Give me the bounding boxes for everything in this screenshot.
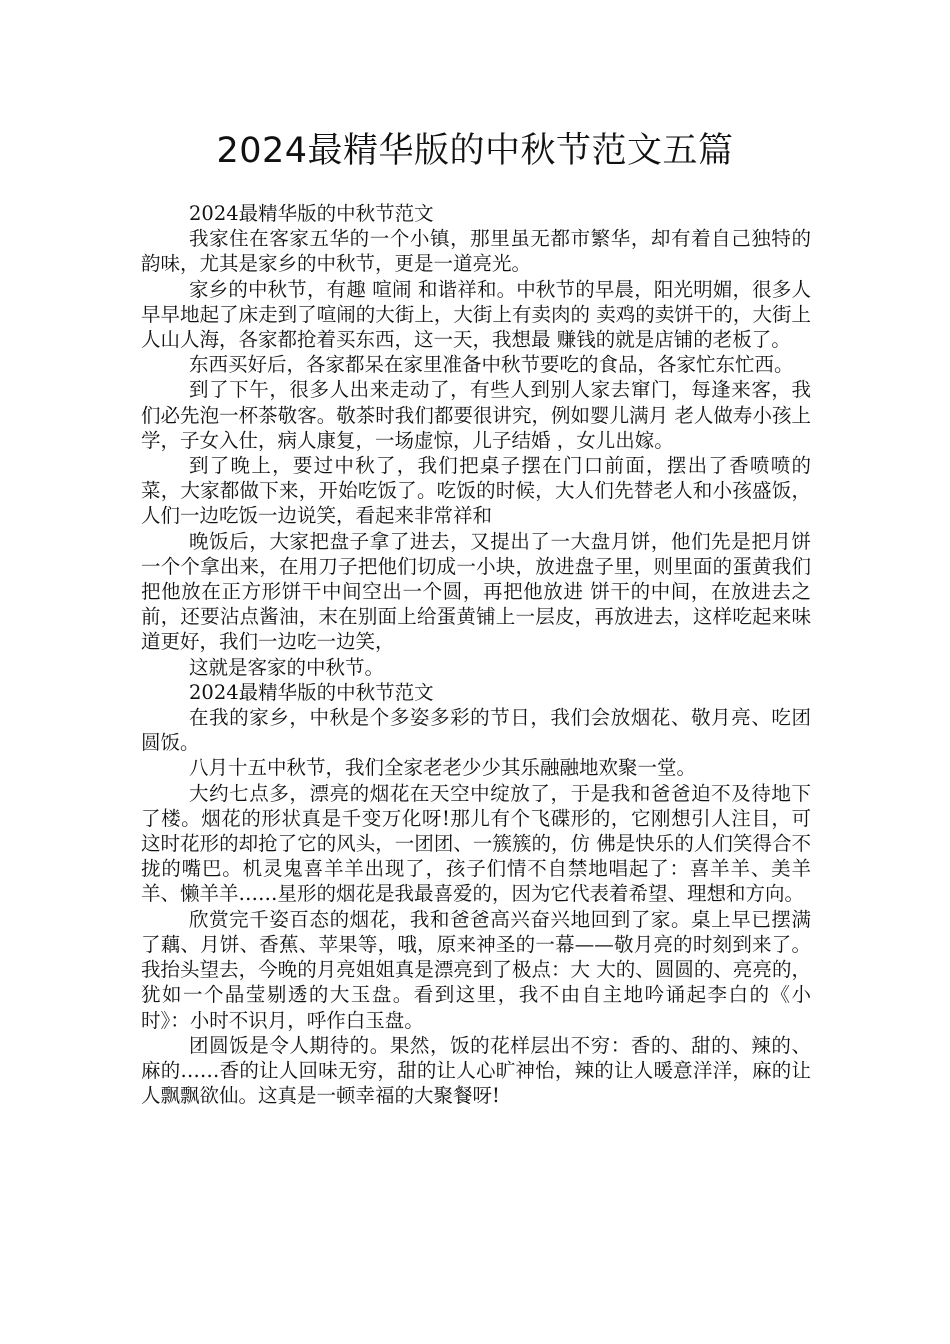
paragraph: 我家住在客家五华的一个小镇，那里虽无都市繁华，却有着自己独特的韵味，尤其是家乡的中秋节，更是一道亮光。: [141, 227, 811, 276]
paragraph: 这就是客家的中秋节。: [189, 655, 385, 679]
paragraph: 家乡的中秋节，有趣 喧闹 和谐祥和。中秋节的早晨，阳光明媚，很多人早早地起了床走到了喧闹的大街上，大街上有卖肉的 卖鸡的卖饼干的，大街上人山人海，各家都抢着买东西，这一天，我想最 赚钱的就是店铺的老板了。: [141, 277, 811, 352]
paragraph: 晚饭后，大家把盘子拿了进去，又提出了一大盘月饼，他们先是把月饼一个个拿出来，在用刀子把他们切成一小块，放进盘子里，则里面的蛋黄我们把他放在正方形饼干中间空出一个圆，再把他放进 饼干的中间，在放进去之前，还要沾点酱油，末在别面上给蛋黄铺上一层皮，再放进去，这样吃起来味道更好，我们一边吃一边笑，: [141, 529, 811, 654]
paragraph: 大约七点多，漂亮的烟花在天空中绽放了，于是我和爸爸迫不及待地下了楼。烟花的形状真是千变万化呀!那儿有个飞碟形的，它刚想引人注目，可这时花形的却抢了它的风头，一团团、一簇簇的，仿 佛是快乐的人们笑得合不拢的嘴巴。机灵鬼喜羊羊出现了，孩子们情不自禁地唱起了：喜羊羊、美羊羊、懒羊羊……星形的烟花是我最喜爱的，因为它代表着希望、理想和方向。: [141, 781, 811, 906]
section-heading: 2024最精华版的中秋节范文: [189, 202, 434, 225]
paragraph: 到了下午，很多人出来走动了，有些人到别人家去窜门，每逢来客，我们必先泡一杯茶敬客。敬茶时我们都要很讲究，例如婴儿满月 老人做寿小孩上学，子女入仕，病人康复，一场虚惊，儿子结婚 ，女儿出嫁。: [141, 378, 811, 452]
paragraph: 到了晚上，要过中秋了，我们把桌子摆在门口前面，摆出了香喷喷的菜，大家都做下来，开始吃饭了。吃饭的时候，大人们先替老人和小孩盛饭，人们一边吃饭一边说笑，看起来非常祥和: [141, 454, 811, 528]
document-title: 2024最精华版的中秋节范文五篇: [216, 131, 734, 171]
paragraph: 东西买好后，各家都呆在家里准备中秋节要吃的食品，各家忙东忙西。: [189, 353, 794, 377]
paragraph: 在我的家乡，中秋是个多姿多彩的节日，我们会放烟花、敬月亮、吃团圆饭。: [141, 706, 811, 755]
document-body: [141, 201, 811, 1108]
paragraph: 欣赏完千姿百态的烟花，我和爸爸高兴奋兴地回到了家。桌上早已摆满了藕、月饼、香蕉、苹果等，哦，原来神圣的一幕——敬月亮的时刻到来了。我抬头望去，今晚的月亮姐姐真是漂亮到了极点：大 大的、圆圆的、亮亮的，犹如一个晶莹剔透的大玉盘。看到这里，我不由自主地吟诵起李白的《小时》：小时不识月，呼作白玉盘。: [141, 907, 811, 1032]
section-heading: 2024最精华版的中秋节范文: [189, 680, 434, 704]
paragraph: 八月十五中秋节，我们全家老老少少其乐融融地欢聚一堂。: [189, 756, 697, 780]
paragraph: 团圆饭是令人期待的。果然，饭的花样层出不穷：香的、甜的、辣的、麻的……香的让人回味无穷，甜的让人心旷神怡，辣的让人暖意洋洋，麻的让人飘飘欲仙。这真是一顿幸福的大聚餐呀!: [141, 1033, 811, 1108]
